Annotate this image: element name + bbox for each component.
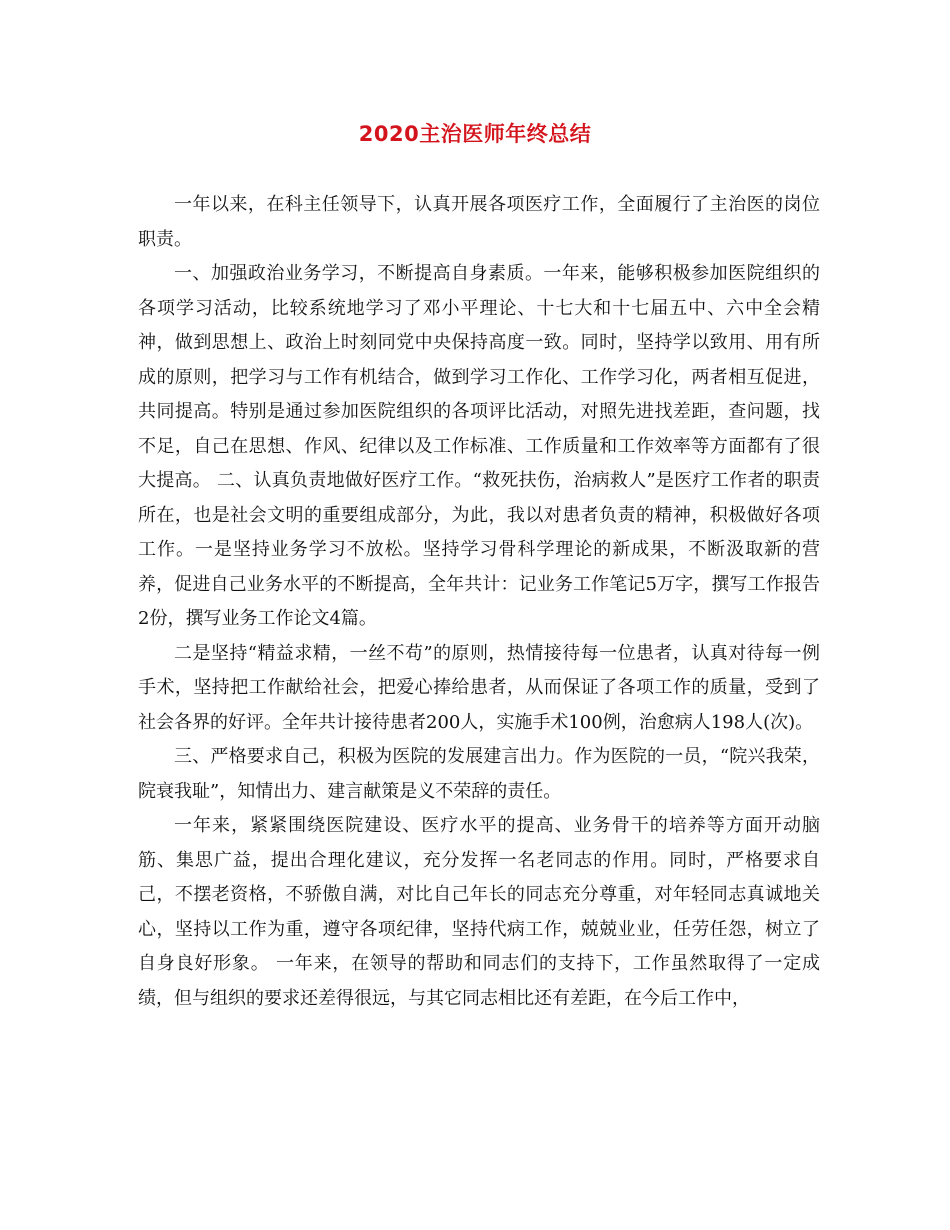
document-title: 2020主治医师年终总结 <box>358 122 592 146</box>
paragraph-study-and-medical-work: 一、加强政治业务学习，不断提高自身素质。一年来，能够积极参加医院组织的各项学习活动，比较系统地学习了邓小平理论、十七大和十七届五中、六中全会精神，做到思想上、政治上时刻同党中央保持高度一致。同时，坚持学以致用、用有所成的原则，把学习与工作有机结合，做到学习工作化、工作学习化，两者相互促进，共同提高。特别是通过参加医院组织的各项评比活动，对照先进找差距，查问题，找不足，自己在思想、作风、纪律以及工作标准、工作质量和工作效率等方面都有了很大提高。 二、认真负责地做好医疗工作。“救死扶伤，治病救人”是医疗工作者的职责所在，也是社会文明的重要组成部分，为此，我以对患者负责的精神，积极做好各项工作。一是坚持业务学习不放松。坚持学习骨科学理论的新成果，不断汲取新的营养，促进自己业务水平的不断提高，全年共计：记业务工作笔记5万字，撰写工作报告2份，撰写业务工作论文4篇。 <box>138 263 820 629</box>
paragraph-patient-care: 二是坚持“精益求精，一丝不苟”的原则，热情接待每一位患者，认真对待每一例手术，坚持把工作献给社会，把爱心捧给患者，从而保证了各项工作的质量，受到了社会各界的好评。全年共计接待患者200人，实施手术100例，治愈病人198人(次)。 <box>138 642 820 733</box>
paragraph-year-summary: 一年来，紧紧围绕医院建设、医疗水平的提高、业务骨干的培养等方面开动脑筋、集思广益，提出合理化建议，充分发挥一名老同志的作用。同时，严格要求自己，不摆老资格，不骄傲自满，对比自己年长的同志充分尊重，对年轻同志真诚地关心，坚持以工作为重，遵守各项纪律，坚持代病工作，兢兢业业，任劳任怨，树立了自身良好形象。 一年来，在领导的帮助和同志们的支持下，工作虽然取得了一定成绩，但与组织的要求还差得很远，与其它同志相比还有差距，在今后工作中， <box>138 815 820 1009</box>
paragraph-hospital-development: 三、严格要求自己，积极为医院的发展建言出力。作为医院的一员，“院兴我荣，院衰我耻”，知情出力、建言献策是义不荣辞的责任。 <box>138 746 820 802</box>
paragraph-intro: 一年以来，在科主任领导下，认真开展各项医疗工作，全面履行了主治医的岗位职责。 <box>138 194 820 250</box>
document-body <box>138 188 820 1016</box>
